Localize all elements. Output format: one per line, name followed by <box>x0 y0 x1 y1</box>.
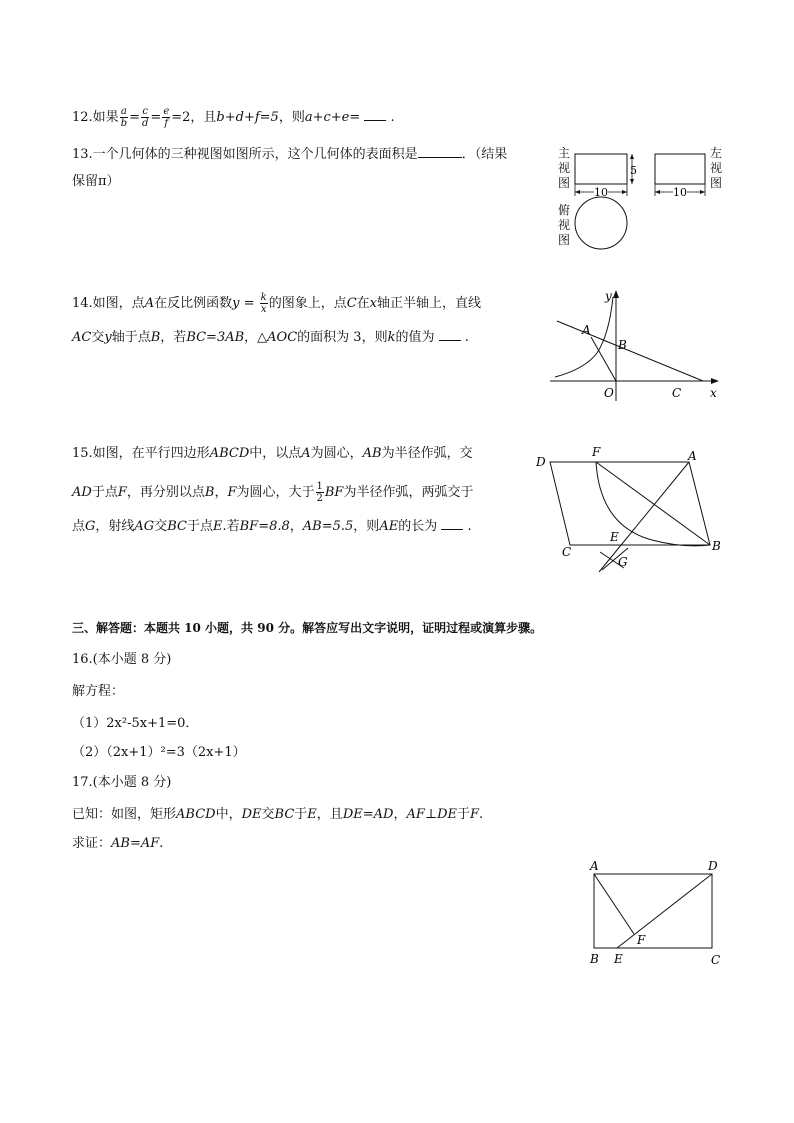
point-b-label: B <box>618 338 627 352</box>
question-16-intro: 解方程： <box>72 684 125 699</box>
section-3-title: 三、解答题：本题共 10 小题，共 90 分。解答应写出文字说明，证明过程或演算步骤。 <box>72 621 543 635</box>
answer-blank <box>364 108 386 121</box>
question-16-eq-1: （1）2x²-5x+1=0． <box>72 716 199 731</box>
question-17-header: 17.(本小题 8 分) <box>72 775 172 790</box>
question-14-line-2: AC交y轴于点B，若BC=3AB，△AOC的面积为 3，则k的值为 . <box>72 330 469 345</box>
question-15-line-2: AD于点F，再分别以点B，F为圆心，大于 $\frac{1}{2}$ BF为半径作弧，两弧交于 <box>72 481 474 504</box>
fraction-e-f: $\frac{e}{f}$ <box>163 106 170 129</box>
answer-blank <box>441 517 463 530</box>
rectangle-figure <box>584 856 730 970</box>
front-view-label: 主 视 图 <box>557 146 570 190</box>
fraction-c-d: $\frac{c}{d}$ <box>142 106 149 129</box>
left-view-label: 左 视 图 <box>709 146 722 190</box>
y-axis-label: y <box>605 289 612 303</box>
point-e-label: E <box>614 952 623 966</box>
point-e-label: E <box>610 530 619 544</box>
three-views-figure <box>570 148 710 252</box>
point-c-label: C <box>672 386 682 400</box>
answer-blank <box>439 328 461 341</box>
question-13-line-2: 保留π） <box>72 174 120 189</box>
fraction-one-half: $\frac{1}{2}$ <box>316 481 323 504</box>
question-13-line-1: 13.一个几何体的三种视图如图所示，这个几何体的表面积是 ．（结果 <box>72 147 508 162</box>
point-b-label: B <box>590 952 599 966</box>
fraction-k-x: $\frac{k}{x}$ <box>260 292 267 315</box>
point-f-label: F <box>592 445 601 459</box>
question-17-prove: 求证：AB=AF. <box>72 836 164 851</box>
point-g-label: G <box>618 555 628 569</box>
front-width-label: 10 <box>594 186 608 199</box>
left-width-label: 10 <box>673 186 687 199</box>
point-a-label: A <box>688 449 697 463</box>
point-b-label: B <box>712 539 721 553</box>
question-16-header: 16.(本小题 8 分) <box>72 652 172 667</box>
fraction-a-b: $\frac{a}{b}$ <box>120 106 128 129</box>
question-17-given: 已知：如图，矩形ABCD中，DE交BC于E，且DE=AD，AF⊥DE于F. <box>72 807 484 822</box>
point-a-label: A <box>582 323 591 337</box>
question-15-line-3: 点G，射线AG交BC于点E.若BF=8.8，AB=5.5，则AE的长为 . <box>72 519 472 534</box>
parallelogram-figure <box>532 442 728 576</box>
point-o-label: O <box>604 386 614 400</box>
point-c-label: C <box>562 545 572 559</box>
point-d-label: D <box>708 859 718 873</box>
question-16-eq-2: （2）（2x+1）²=3（2x+1） <box>72 745 246 760</box>
answer-blank <box>418 145 462 158</box>
top-view-label: 俯 视 图 <box>557 203 570 247</box>
point-f-label: F <box>637 933 646 947</box>
x-axis-label: x <box>710 386 717 400</box>
point-d-label: D <box>536 455 546 469</box>
question-15-line-1: 15.如图，在平行四边形ABCD中，以点A为圆心，AB为半径作弧，交 <box>72 446 473 461</box>
inverse-function-figure <box>545 285 725 405</box>
question-12: 12.如果 $\frac{a}{b}$ = $\frac{c}{d}$ = $\frac{e}{f}$ =2，且b+d+f=5，则a+c+e= . <box>72 106 395 129</box>
point-a-label: A <box>590 859 599 873</box>
point-c-label: C <box>711 953 721 967</box>
front-height-label: 5 <box>630 164 637 177</box>
question-14-line-1: 14.如图，点A在反比例函数y = $\frac{k}{x}$ 的图象上，点C在x轴正半轴上，直线 <box>72 292 482 315</box>
